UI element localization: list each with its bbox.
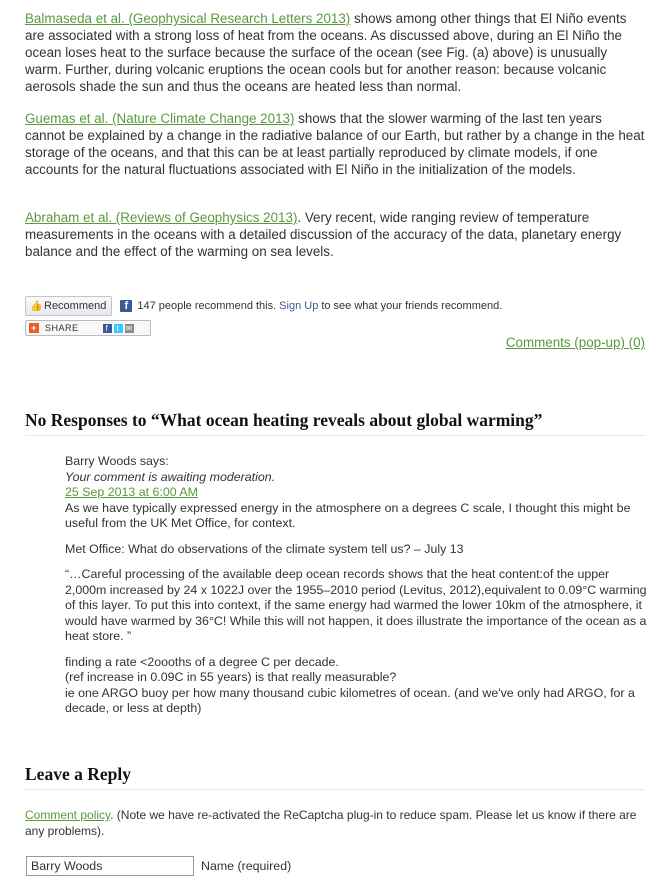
paragraph-text: shows that the slower warming of the last ten years cannot be explained by a change in the radiative balance of our Earth, but rather by a change in the heat storage of the oceans, and that this can be at least partially reproduced by climate models, if one accounts for the natural fluctuations associated with El Niño in the initialization of the models. (25, 111, 645, 177)
link-guemas[interactable]: Guemas et al. (Nature Climate Change 2013) (25, 111, 295, 126)
name-input[interactable] (26, 856, 194, 876)
facebook-recommend-bar (25, 296, 502, 316)
recommend-button[interactable] (25, 296, 112, 316)
responses-title: No Responses to “What ocean heating reveals about global warming” (25, 410, 645, 436)
comment-date-link[interactable]: 25 Sep 2013 at 6:00 AM (65, 485, 198, 499)
thumbs-up-icon: 👍 (30, 300, 43, 312)
comment-line: ie one ARGO buoy per how many thousand cubic kilometres of ocean. (and we've only had ARGO, for a decade, or less at depth) (65, 685, 635, 715)
leave-reply-title: Leave a Reply (25, 764, 645, 790)
paragraph-text: shows among other things that El Niño events are associated with a strong loss of heat from the oceans. As discussed above, during an El Niño the ocean loses heat to the surface because the surface of the ocean (see Fig. (a) above) is unusually warm. Further, during volcanic eruptions the ocean cools but for another reason: because volcanic aerosols shade the sun and thus the oceans are heated less than normal. (25, 11, 627, 94)
share-plus-icon: + (29, 323, 39, 333)
paragraph-balmaseda (25, 10, 645, 95)
email-icon: ✉ (125, 323, 133, 333)
paragraph-text: . Very recent, wide ranging review of temperature measurements in the oceans with a detailed discussion of the accuracy of the data, planetary energy balance and the effect of the warming on sea levels. (25, 210, 622, 259)
comment-quote: “…Careful processing of the available deep ocean records shows that the heat content:of the upper 2,000m increased by 24 x 1022J over the 1955–2010 period (Levitus, 2012),equivalent to 0.09°C warming of this layer. To put this into context, if the same energy had warmed the lower 10km of the atmosphere, it would have warmed by 36°C! While this will not happen, it does illustrate the importance of the ocean as a heat store. ” (65, 567, 647, 643)
recommend-label: Recommend (44, 300, 107, 312)
policy-text: . (Note we have re-activated the ReCaptcha plug-in to reduce spam. Please let us know if there are any problems). (25, 808, 637, 838)
comment-author: Barry Woods says: (65, 454, 169, 468)
comments-popup-link[interactable]: Comments (pop-up) (0) (505, 335, 645, 350)
comment-paragraph: Met Office: What do observations of the climate system tell us? – July 13 (65, 541, 464, 556)
facebook-icon: f (120, 300, 132, 312)
link-balmaseda[interactable]: Balmaseda et al. (Geophysical Research Letters 2013) (25, 11, 351, 26)
recommend-count: 147 people recommend this. (137, 300, 277, 312)
comment-line: (ref increase in 0.09C in 55 years) is that really measurable? (65, 670, 397, 684)
paragraph-abraham (25, 209, 645, 260)
comment-item (65, 454, 650, 717)
twitter-icon: t (114, 324, 123, 333)
share-button[interactable] (25, 320, 151, 336)
share-service-icons (103, 324, 134, 333)
signup-suffix: to see what your friends recommend. (321, 300, 503, 312)
share-label: SHARE (45, 323, 79, 333)
comment-paragraph: As we have typically expressed energy in the atmosphere on a degrees C scale, I thought this might be useful from the UK Met Office, for context. (65, 500, 631, 530)
comment-line: finding a rate <2oooths of a degree C per decade. (65, 654, 339, 669)
name-field-row (26, 856, 291, 876)
moderation-notice: Your comment is awaiting moderation. (65, 469, 276, 484)
comment-policy-note (25, 807, 645, 839)
signup-link[interactable]: Sign Up (279, 300, 319, 312)
link-abraham[interactable]: Abraham et al. (Reviews of Geophysics 2013) (25, 210, 298, 225)
name-label: Name (required) (201, 859, 292, 873)
paragraph-guemas (25, 110, 645, 178)
comment-policy-link[interactable]: Comment policy (25, 808, 111, 822)
facebook-icon: f (103, 324, 112, 333)
